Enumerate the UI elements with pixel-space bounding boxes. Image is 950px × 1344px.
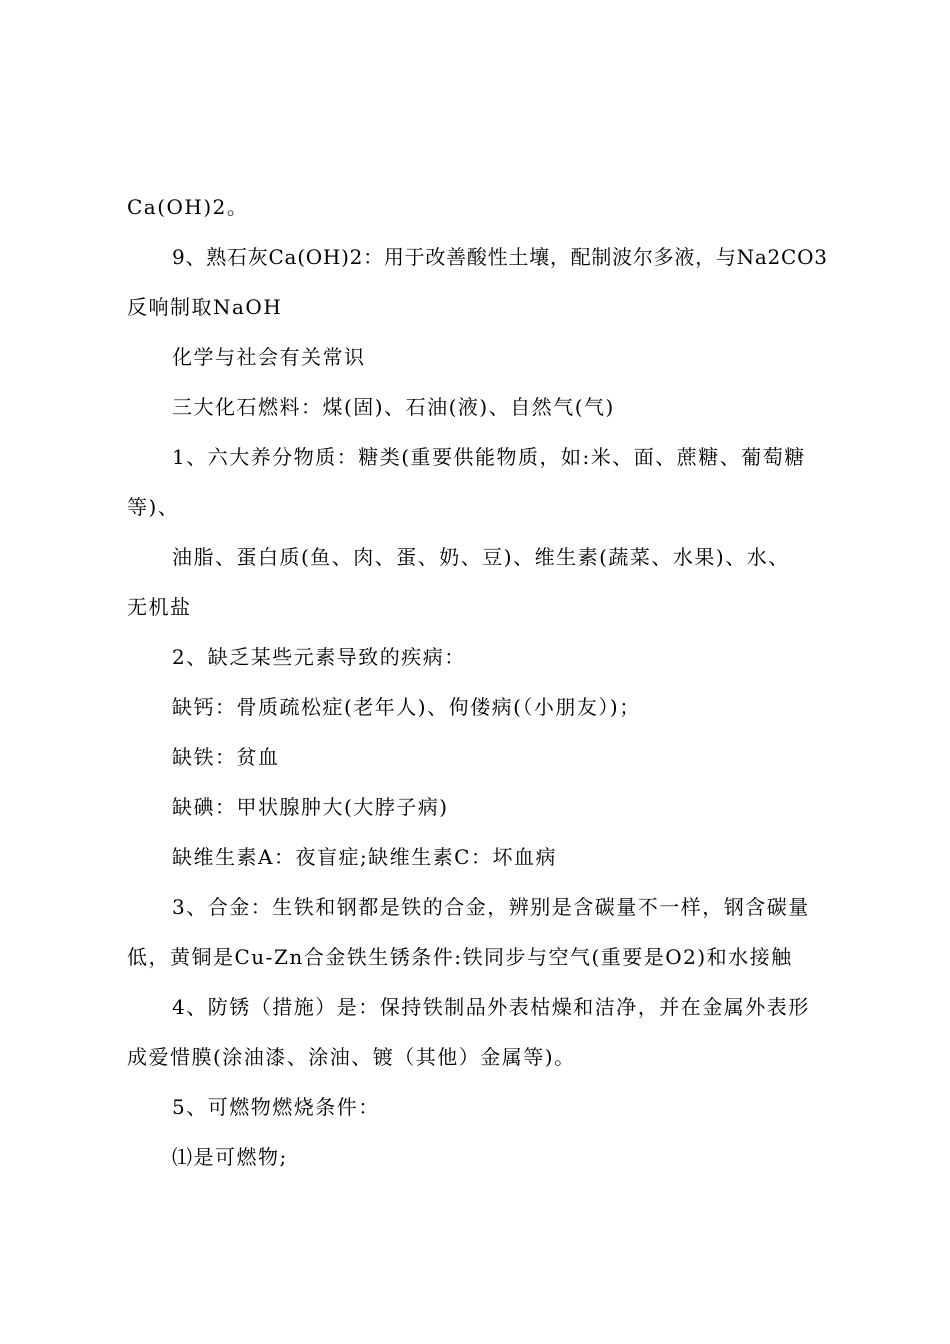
text-line: 无机盐 bbox=[127, 595, 192, 619]
text-line: 低，黄铜是Cu-Zn合金铁生锈条件:铁同步与空气(重要是O2)和水接触 bbox=[127, 945, 793, 969]
text-line: 等)、 bbox=[127, 495, 180, 519]
text-line: 缺钙：骨质疏松症(老年人)、佝偻病(（小朋友）)； bbox=[172, 695, 641, 719]
text-line: Ca(OH)2。 bbox=[127, 195, 249, 219]
text-line: 反响制取NaOH bbox=[127, 295, 283, 319]
text-line: 4、防锈（措施）是：保持铁制品外表枯燥和洁净，并在金属外表形 bbox=[172, 995, 810, 1019]
text-line: 三大化石燃料：煤(固)、石油(液)、自然气(气) bbox=[172, 395, 615, 419]
text-line: 5、可燃物燃烧条件： bbox=[172, 1095, 380, 1119]
text-line: 缺碘：甲状腺肿大(大脖子病) bbox=[172, 795, 449, 819]
text-line: 缺维生素A：夜盲症;缺维生素C：坏血病 bbox=[172, 845, 557, 869]
section-heading: 化学与社会有关常识 bbox=[172, 345, 366, 369]
text-line: 油脂、蛋白质(鱼、肉、蛋、奶、豆)、维生素(蔬菜、水果)、水、 bbox=[172, 545, 790, 569]
text-line: 2、缺乏某些元素导致的疾病： bbox=[172, 645, 466, 669]
text-line: 成爱惜膜(涂油漆、涂油、镀（其他）金属等)。 bbox=[127, 1045, 576, 1069]
text-line: 9、熟石灰Ca(OH)2：用于改善酸性土壤，配制波尔多液，与Na2CO3 bbox=[172, 245, 828, 269]
text-line: 缺铁：贫血 bbox=[172, 745, 280, 769]
text-line: ⑴是可燃物; bbox=[172, 1145, 288, 1169]
text-line: 3、合金：生铁和钢都是铁的合金，辨别是含碳量不一样，钢含碳量 bbox=[172, 895, 810, 919]
text-line: 1、六大养分物质：糖类(重要供能物质，如:米、面、蔗糖、葡萄糖 bbox=[172, 445, 806, 469]
